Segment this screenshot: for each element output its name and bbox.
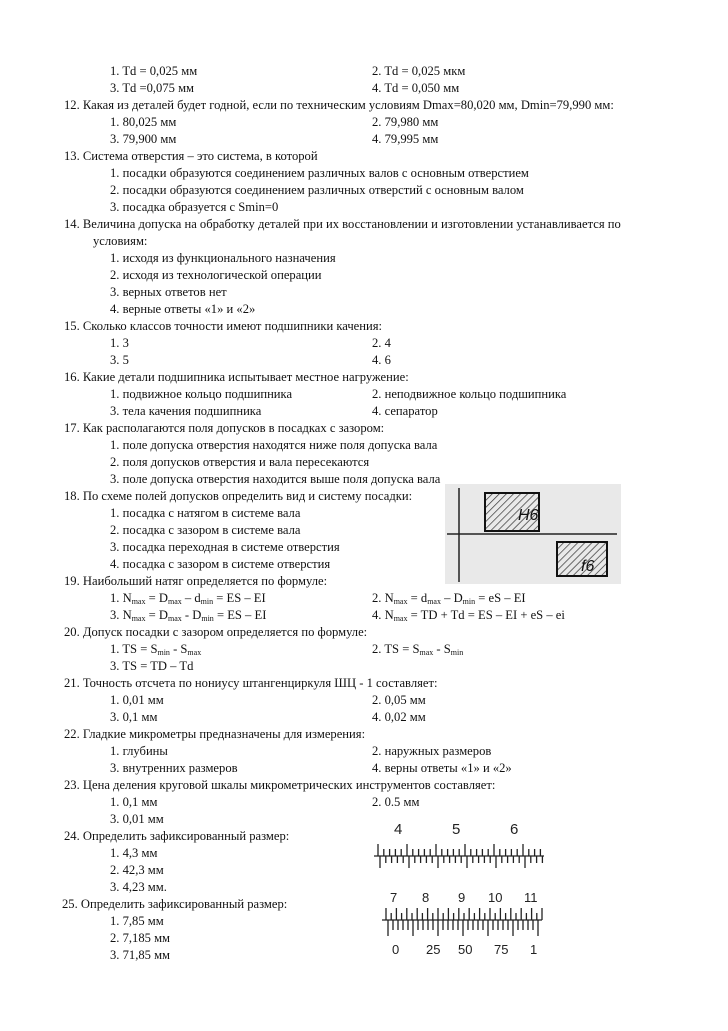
q14-option-3: 3. верных ответов нет <box>110 285 227 299</box>
q23-option-3: 3. 0,01 мм <box>110 812 164 826</box>
q19-option-4: 4. $N_{max}$ = TD + Td = ES – EI + eS – ei <box>372 608 565 623</box>
q12-option-1: 1. 80,025 мм <box>110 115 177 129</box>
scale-top-11: 11 <box>524 890 538 905</box>
scale-label-4: 4 <box>394 821 403 838</box>
q24-option-3: 3. 4,23 мм. <box>110 880 167 894</box>
q23-option-1: 1. 0,1 мм <box>110 795 158 809</box>
q21-option-4: 4. 0,02 мм <box>372 710 426 724</box>
scale-top-8: 8 <box>422 890 430 905</box>
q15-option-3: 3. 5 <box>110 353 129 367</box>
q18-option-3: 3. посадка переходная в системе отверстия <box>110 540 340 554</box>
q13-option-3: 3. посадка образуется с Smin=0 <box>110 200 279 214</box>
hole-field-label: H6 <box>518 507 539 524</box>
question-13: 13. Система отверстия – это система, в которой <box>64 149 318 163</box>
q25-option-2: 2. 7,185 мм <box>110 931 171 945</box>
q20-option-1: 1. TS = $S_{min} - S_{max}$ <box>110 642 202 657</box>
question-12: 12. Какая из деталей будет годной, если по техническим условиям Dmax=80,020 мм, Dmin=79,990 мм: <box>64 98 614 112</box>
q16-option-1: 1. подвижное кольцо подшипника <box>110 387 293 401</box>
q11-option-4: 4. Td = 0,050 мм <box>372 81 460 95</box>
scale-bottom-0: 0 <box>392 942 400 957</box>
question-15: 15. Сколько классов точности имеют подшипники качения: <box>64 319 383 333</box>
q18-option-4: 4. посадка с зазором в системе отверстия <box>110 557 331 571</box>
scale-bottom-50: 50 <box>458 942 473 957</box>
q16-option-4: 4. сепаратор <box>372 404 438 418</box>
q17-option-2: 2. поля допусков отверстия и вала пересекаются <box>110 455 370 469</box>
q18-option-1: 1. посадка с натягом в системе вала <box>110 506 301 520</box>
q22-option-3: 3. внутренних размеров <box>110 761 238 775</box>
q17-option-1: 1. поле допуска отверстия находятся ниже поля допуска вала <box>110 438 438 452</box>
q24-option-2: 2. 42,3 мм <box>110 863 164 877</box>
q16-option-2: 2. неподвижное кольцо подшипника <box>372 387 567 401</box>
question-23: 23. Цена деления круговой шкалы микрометрических инструментов составляет: <box>64 778 496 792</box>
q12-option-2: 2. 79,980 мм <box>372 115 439 129</box>
q15-option-4: 4. 6 <box>372 353 391 367</box>
scale-top-7: 7 <box>390 890 398 905</box>
q16-option-3: 3. тела качения подшипника <box>110 404 262 418</box>
q19-option-3: 3. $N_{max} = D_{max} - D_{min}$ = ES – EI <box>110 608 267 623</box>
scale-label-5: 5 <box>452 821 461 838</box>
scale-label-6: 6 <box>510 821 519 838</box>
q21-option-2: 2. 0,05 мм <box>372 693 426 707</box>
q25-option-3: 3. 71,85 мм <box>110 948 171 962</box>
q20-option-3: 3. TS = TD – Td <box>110 659 194 673</box>
q17-option-3: 3. поле допуска отверстия находится выше поля допуска вала <box>110 472 441 486</box>
q22-option-2: 2. наружных размеров <box>372 744 492 758</box>
question-14: 14. Величина допуска на обработку деталей при их восстановлении и изготовлении устанавливается по <box>64 217 621 231</box>
vernier-scale-ticks <box>388 920 538 936</box>
q19-option-2: 2. $N_{max} = d_{max} - D_{min}$ = eS – EI <box>372 591 526 606</box>
q14-option-2: 2. исходя из технологической операции <box>110 268 322 282</box>
scale-bottom-75: 75 <box>494 942 509 957</box>
shaft-field-label: f6 <box>581 558 595 575</box>
q11-option-3: 3. Td =0,075 мм <box>110 81 195 95</box>
tolerance-scheme-figure <box>445 484 621 584</box>
q15-option-2: 2. 4 <box>372 336 391 350</box>
q13-option-1: 1. посадки образуются соединением различных валов с основным отверстием <box>110 166 529 180</box>
q13-option-2: 2. посадки образуются соединением различных отверстий с основным валом <box>110 183 524 197</box>
q14-option-1: 1. исходя из функционального назначения <box>110 251 336 265</box>
q21-option-1: 1. 0,01 мм <box>110 693 164 707</box>
question-24: 24. Определить зафиксированный размер: <box>64 829 290 843</box>
vernier-scale-figure-24 <box>368 818 548 880</box>
q15-option-1: 1. 3 <box>110 336 129 350</box>
question-22: 22. Гладкие микрометры предназначены для измерения: <box>64 727 366 741</box>
q12-option-4: 4. 79,995 мм <box>372 132 439 146</box>
q25-option-1: 1. 7,85 мм <box>110 914 164 928</box>
q14-option-4: 4. верные ответы «1» и «2» <box>110 302 256 316</box>
scale-bottom-25: 25 <box>426 942 441 957</box>
q12-option-3: 3. 79,900 мм <box>110 132 177 146</box>
main-scale-ticks <box>386 908 542 920</box>
scale-top-9: 9 <box>458 890 466 905</box>
q11-option-1: 1. Td = 0,025 мм <box>110 64 198 78</box>
question-17: 17. Как располагаются поля допусков в посадках с зазором: <box>64 421 385 435</box>
question-20: 20. Допуск посадки с зазором определяется по формуле: <box>64 625 368 639</box>
micrometer-scale-figure-25 <box>376 888 548 960</box>
q22-option-1: 1. глубины <box>110 744 168 758</box>
question-16: 16. Какие детали подшипника испытывает местное нагружение: <box>64 370 409 384</box>
q24-option-1: 1. 4,3 мм <box>110 846 158 860</box>
q18-option-2: 2. посадка с зазором в системе вала <box>110 523 301 537</box>
scale-top-10: 10 <box>488 890 503 905</box>
q21-option-3: 3. 0,1 мм <box>110 710 158 724</box>
question-18: 18. По схеме полей допусков определить вид и систему посадки: <box>64 489 413 503</box>
scale-bottom-1: 1 <box>530 942 538 957</box>
q23-option-2: 2. 0.5 мм <box>372 795 420 809</box>
question-14-cont: условиям: <box>93 234 148 248</box>
question-25: 25. Определить зафиксированный размер: <box>62 897 288 911</box>
q11-option-2: 2. Td = 0,025 мкм <box>372 64 466 78</box>
q19-option-1: 1. $N_{max} = D_{max} - d_{min}$ = ES – EI <box>110 591 266 606</box>
question-21: 21. Точность отсчета по нониусу штангенциркуля ШЦ - 1 составляет: <box>64 676 438 690</box>
q22-option-4: 4. верны ответы «1» и «2» <box>372 761 512 775</box>
q20-option-2: 2. TS = $S_{max} - S_{min}$ <box>372 642 464 657</box>
question-19: 19. Наибольший натяг определяется по формуле: <box>64 574 328 588</box>
